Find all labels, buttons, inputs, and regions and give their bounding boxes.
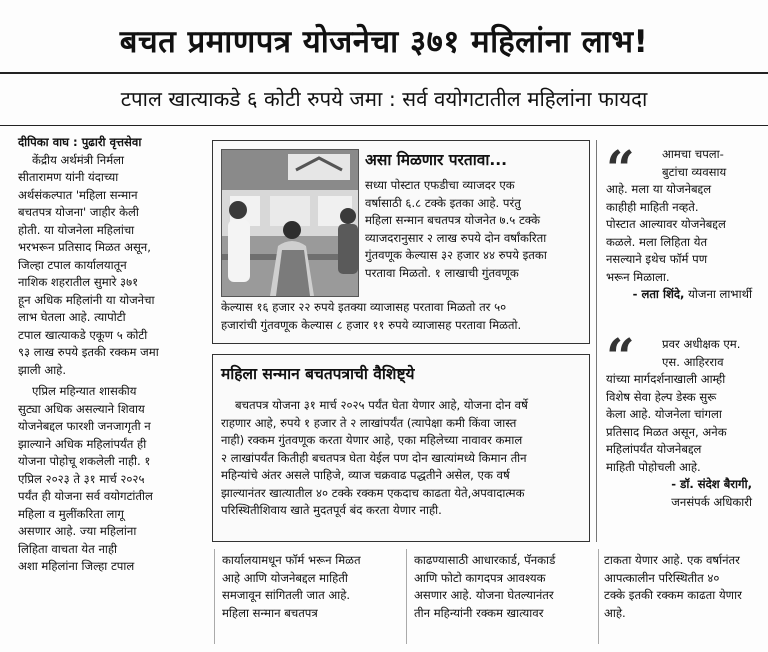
quote-line: केला आहे. योजनेला चांगला xyxy=(606,407,722,421)
quote-1-lines xyxy=(606,139,756,286)
article-line: एप्रिल महिन्यात शासकीय xyxy=(32,384,137,398)
article-line: कार्यालयामधून फॉर्म भरून मिळत xyxy=(222,553,361,567)
quote-line: काहीही माहिती नव्हते. xyxy=(606,199,699,214)
box-line: गुंतवणूक केल्यास ३२ हजार ४४ रुपये इतका xyxy=(365,248,547,262)
left-column xyxy=(18,134,203,576)
bottom-column-2 xyxy=(222,552,400,622)
quote-1-name: - लता शिंदे, xyxy=(632,287,685,301)
box-line: नाही) रक्कम गुंतवणूक करता येणार आहे, एका महिलेच्या नावावर कमाल xyxy=(221,433,523,447)
left-para-2 xyxy=(18,383,203,576)
box-line: २ लाखांपर्यंत कितीही बचतपत्र घेता येईल पण दोन खात्यांमध्ये किमान तीन xyxy=(221,450,527,465)
article-line: लाभ घेतला आहे. त्यापोटी xyxy=(18,310,126,324)
quote-2-role: जनसंपर्क अधिकारी xyxy=(671,494,752,509)
returns-box xyxy=(212,140,590,344)
quote-mark-icon: “ xyxy=(606,139,635,198)
article-line: पर्यंत ही योजना सर्व वयोगटांतील xyxy=(18,489,153,503)
article-line: झाली आहे. xyxy=(18,362,67,377)
box-line: परिस्थितीशिवाय खाते मुदतपूर्व बंद करता येणार नाही. xyxy=(221,503,442,517)
quote-2-name: - डॉ. संदेश बैरागी, xyxy=(671,477,752,491)
post-office-counter-image xyxy=(222,150,358,296)
quote-lata-shinde xyxy=(606,139,756,304)
article-line: होती. या योजनेला महिलांचा xyxy=(18,222,135,237)
returns-box-full-lines xyxy=(221,299,583,334)
left-para-1 xyxy=(18,152,203,380)
article-line: अशा महिलांना जिल्हा टपाल xyxy=(18,559,135,573)
box-line: सध्या पोस्टात एफडीचा व्याजदर एक xyxy=(365,178,515,192)
article-line: सुट्या अधिक असल्याने शिवाय xyxy=(18,401,145,416)
bottom-column-rule xyxy=(214,549,215,644)
bottom-column-3 xyxy=(414,552,596,622)
article-line: आहे. xyxy=(604,605,626,620)
quote-line: आमचा चपला- xyxy=(662,147,724,161)
subheadline-rule xyxy=(0,125,768,126)
article-line: केंद्रीय अर्थमंत्री निर्मला xyxy=(32,152,124,167)
article-line: योजना पोहोचू शकलेली नाही. १ xyxy=(18,454,151,468)
article-line: समजावून सांगितली जात आहे. xyxy=(222,588,351,602)
article-line: महिला सन्मान बचतपत्र xyxy=(222,605,318,620)
quote-line: नसल्याने इथेच फॉर्म पण xyxy=(606,252,708,266)
post-office-photo xyxy=(221,149,359,297)
bottom-column-rule xyxy=(598,549,599,644)
article-line: ९३ लाख रुपये इतकी रक्कम जमा xyxy=(18,345,159,359)
article-line: महिला व मुलींकरिता लागू xyxy=(18,506,124,521)
article-line: बचतपत्र योजना' जाहीर केली xyxy=(18,205,139,219)
features-box-inner xyxy=(221,363,583,520)
article-line: हून अधिक महिलांनी या योजनेचा xyxy=(18,292,155,307)
quote-line: महिलांपर्यंत योजनेबद्दल xyxy=(606,442,702,456)
article-line: जिल्हा टपाल कार्यालयातून xyxy=(18,257,127,272)
article-line: टपाल खात्याकडे एकूण ५ कोटी xyxy=(18,327,148,342)
article-line: असणार आहे. ज्या महिलांना xyxy=(18,524,137,538)
article-line: एप्रिल २०२३ ते ३१ मार्च २०२५ xyxy=(18,471,145,486)
article-line: लिहिता वाचता येत नाही xyxy=(18,541,118,556)
bottom-column-4 xyxy=(604,552,764,622)
box-line: वर्षासाठी ६.८ टक्के इतका आहे. परंतु xyxy=(365,195,521,210)
quote-sandesh-bairagi xyxy=(606,336,756,511)
quote-1-attribution xyxy=(606,286,756,304)
box-line: हजारांची गुंतवणूक केल्यास ८ हजार ११ रुपये व्याजासह परतावा मिळतो. xyxy=(221,317,522,332)
article-line: टाकता येणार आहे. एक वर्षानंतर xyxy=(604,553,740,567)
article-line: सीतारामण यांनी यंदाच्या xyxy=(18,170,119,184)
returns-box-title: असा मिळणार परतावा... xyxy=(365,151,508,169)
quote-line: प्रवर अधीक्षक एम. xyxy=(662,337,741,351)
quote-line: बुटांचा व्यवसाय xyxy=(662,164,727,179)
returns-box-lines xyxy=(365,177,581,282)
features-box-title: महिला सन्मान बचतपत्राची वैशिष्ट्ये xyxy=(221,365,415,383)
article-line: टक्के इतकी रक्कम काढता येणार xyxy=(604,588,742,602)
box-line: केल्यास १६ हजार २२ रुपये इतक्या व्याजासह परतावा मिळतो तर ५० xyxy=(221,300,507,314)
quote-line: भरून मिळाला. xyxy=(606,269,670,284)
features-box xyxy=(212,354,590,542)
returns-box-top-text xyxy=(365,149,581,282)
quote-1-role: योजना लाभार्थी xyxy=(688,287,752,301)
article-line: नाशिक शहरातील सुमारे ३७१ xyxy=(18,275,139,289)
quote-2-attribution xyxy=(606,476,756,511)
box-line: महिला सन्मान बचतपत्र योजनेत ७.५ टक्के xyxy=(365,213,541,227)
headline-rule xyxy=(0,72,768,74)
article-line: आहे आणि योजनेबद्दल माहिती xyxy=(222,570,348,585)
quote-line: प्रतिसाद मिळत असून, अनेक xyxy=(606,424,727,439)
article-line: काढण्यासाठी आधारकार्ड, पॅनकार्ड xyxy=(414,553,556,567)
bottom-column-rule xyxy=(406,549,407,644)
box-line: महिन्यांचे अंतर असले पाहिजे, व्याज चक्रवाढ पद्धतीने असेल, एक वर्ष xyxy=(221,468,510,482)
article-line: आपत्कालीन परिस्थितीत ४० xyxy=(604,570,720,585)
box-line: परतावा मिळतो. १ लाखाची गुंतवणूक xyxy=(365,265,519,280)
quote-line: एस. आहिरराव xyxy=(662,354,724,369)
article-line: झाल्याने अधिक महिलांपर्यंत ही xyxy=(18,436,147,451)
box-line: बचतपत्र योजना ३१ मार्च २०२५ पर्यंत घेता येणार आहे, योजना दोन वर्षे xyxy=(235,398,528,412)
box-line: झाल्यानंतर खात्यातील ४० टक्के रक्कम एकदाच काढता येते,अपवादात्मक xyxy=(221,485,525,500)
subheadline: टपाल खात्याकडे ६ कोटी रुपये जमा : सर्व वयोगटातील महिलांना फायदा xyxy=(120,87,648,111)
quote-mark-icon: “ xyxy=(606,327,635,386)
quote-line: पोस्टात आल्यावर योजनेबद्दल xyxy=(606,217,726,231)
byline: दीपिका वाघ : पुढारी वृत्तसेवा xyxy=(18,135,142,149)
headline: बचत प्रमाणपत्र योजनेचा ३७१ महिलांना लाभ! xyxy=(119,24,649,60)
article-line: असणार आहे. योजना घेतल्यानंतर xyxy=(414,588,554,602)
quote-line: माहिती पोहोचली आहे. xyxy=(606,459,701,474)
right-column-rule xyxy=(596,140,597,542)
article-line: अर्थसंकल्पात 'महिला सन्मान xyxy=(18,187,138,202)
box-line: व्याजदरानुसार २ लाख रुपये दोन वर्षांकरिता xyxy=(365,230,547,245)
features-box-lines xyxy=(221,397,583,520)
quote-line: विशेष सेवा हेल्प डेस्क सुरू xyxy=(606,389,717,404)
article-line: भरभरून प्रतिसाद मिळत असून, xyxy=(18,240,151,254)
article-line: तीन महिन्यांनी रक्कम खात्यावर xyxy=(414,605,544,620)
article-line: योजनेबद्दल फारशी जनजागृती न xyxy=(18,419,151,433)
quote-line: कळले. मला लिहिता येत xyxy=(606,234,708,249)
quote-2-lines xyxy=(606,336,756,476)
quote-line: आहे. मला या योजनेबद्दल xyxy=(606,182,712,196)
article-line: आणि फोटो कागदपत्र आवश्यक xyxy=(414,570,546,585)
box-line: राहणार आहे, रुपये १ हजार ते २ लाखांपर्यंत (त्यापेक्षा कमी किंवा जास्त xyxy=(221,415,517,430)
quote-line: यांच्या मार्गदर्शनाखाली आम्ही xyxy=(606,372,726,386)
